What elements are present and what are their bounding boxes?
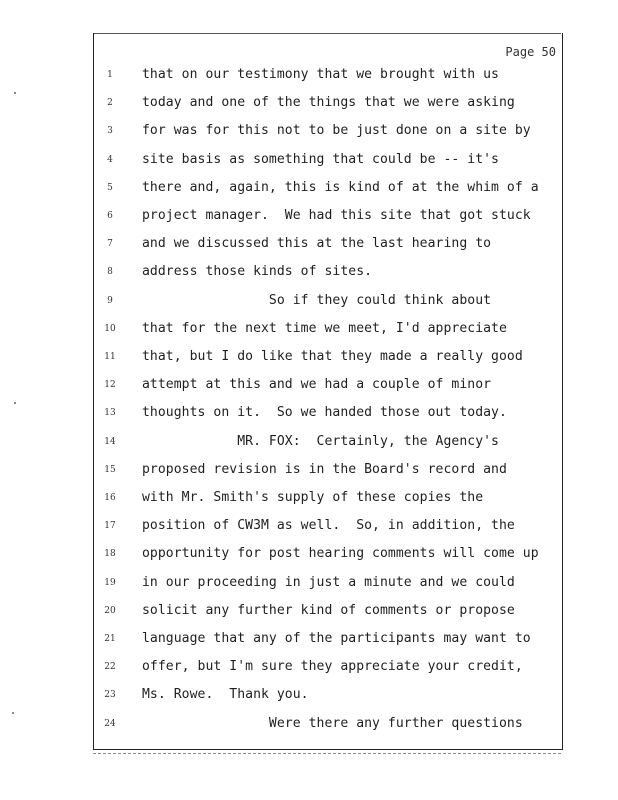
line-number: 15 xyxy=(104,464,116,475)
line-number: 8 xyxy=(107,267,113,278)
scan-speck xyxy=(14,402,16,404)
line-number: 9 xyxy=(107,295,113,306)
transcript-line: site basis as something that could be -- it's xyxy=(142,151,499,167)
bottom-rule xyxy=(93,753,561,754)
transcript-line: and we discussed this at the last hearing to xyxy=(142,236,492,252)
line-number: 1 xyxy=(107,70,113,80)
line-number: 7 xyxy=(107,239,113,250)
line-number: 14 xyxy=(104,436,116,447)
transcript-line: that, but I do like that they made a really good xyxy=(142,349,523,364)
line-number: 16 xyxy=(104,493,116,503)
page-number-label: Page 50 xyxy=(505,45,556,59)
line-number: 19 xyxy=(104,577,116,588)
transcript-line: thoughts on it. So we handed those out today. xyxy=(142,405,507,421)
transcript-line: there and, again, this is kind of at the whim of a xyxy=(142,179,539,195)
line-number: 23 xyxy=(104,690,116,701)
transcript-line: language that any of the participants may want to xyxy=(142,631,531,646)
line-number: 2 xyxy=(107,98,113,109)
transcript-line: address those kinds of sites. xyxy=(142,264,373,280)
line-number: 10 xyxy=(104,323,116,334)
line-number: 4 xyxy=(107,154,113,165)
line-number: 6 xyxy=(107,211,113,221)
transcript-line: Ms. Rowe. Thank you. xyxy=(142,687,309,703)
scan-speck xyxy=(14,92,16,94)
line-number: 24 xyxy=(104,718,116,729)
line-number: 12 xyxy=(104,380,116,391)
transcript-line: for was for this not to be just done on a site by xyxy=(142,123,531,139)
transcript-line: with Mr. Smith's supply of these copies the xyxy=(142,490,484,505)
line-number: 11 xyxy=(104,352,116,362)
line-number: 13 xyxy=(104,408,116,419)
line-number: 22 xyxy=(104,662,116,673)
transcript-line: offer, but I'm sure they appreciate your credit, xyxy=(142,659,523,675)
transcript-line: in our proceeding in just a minute and we could xyxy=(142,574,515,590)
line-number: 18 xyxy=(104,549,116,560)
transcript-line: solicit any further kind of comments or propose xyxy=(142,602,515,618)
line-number: 3 xyxy=(107,126,113,137)
transcript-line: that for the next time we meet, I'd appreciate xyxy=(142,320,507,336)
transcript-line: attempt at this and we had a couple of minor xyxy=(142,377,492,393)
transcript-line: project manager. We had this site that got stuck xyxy=(142,208,531,223)
transcript-line: MR. FOX: Certainly, the Agency's xyxy=(142,433,499,449)
transcript-line: So if they could think about xyxy=(142,292,492,308)
transcript-line: proposed revision is in the Board's record and xyxy=(142,461,507,477)
line-number: 21 xyxy=(104,634,116,644)
transcript-line: that on our testimony that we brought with us xyxy=(142,67,499,82)
transcript-line: position of CW3M as well. So, in addition, the xyxy=(142,518,515,534)
transcript-line: Were there any further questions xyxy=(142,715,523,731)
transcript-line: today and one of the things that we were asking xyxy=(142,95,515,111)
line-number: 17 xyxy=(104,521,116,532)
line-number: 5 xyxy=(107,182,113,193)
scan-speck xyxy=(12,712,14,714)
line-number: 20 xyxy=(104,605,116,616)
transcript-line: opportunity for post hearing comments will come up xyxy=(142,546,539,562)
